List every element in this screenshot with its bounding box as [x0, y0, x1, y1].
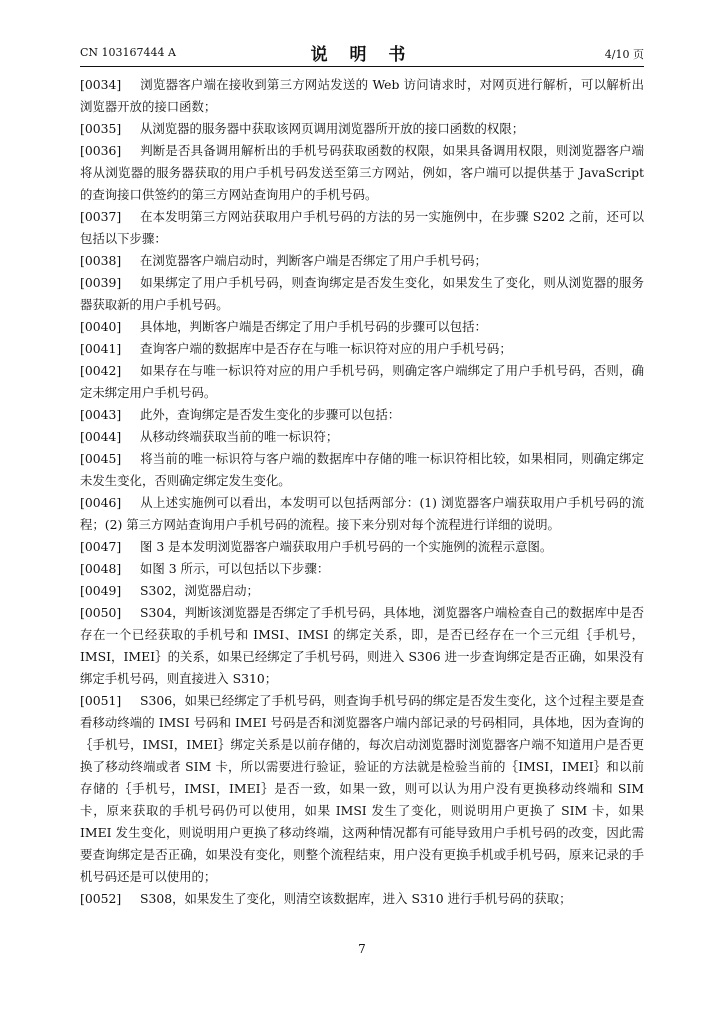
paragraph-number: [0051]: [80, 693, 122, 708]
paragraph-text: S302，浏览器启动；: [140, 583, 259, 598]
paragraph-number: [0044]: [80, 429, 122, 444]
paragraph-0038: [80, 250, 644, 272]
paragraph-number: [0046]: [80, 495, 122, 510]
paragraph-number: [0038]: [80, 253, 122, 268]
page-header: [80, 40, 644, 65]
paragraph-number: [0034]: [80, 77, 122, 92]
paragraph-text: 图 3 是本发明浏览器客户端获取用户手机号码的一个实施例的流程示意图。: [140, 539, 553, 554]
paragraph-number: [0049]: [80, 583, 122, 598]
paragraph-0044: [80, 426, 644, 448]
paragraph-text: 具体地，判断客户端是否绑定了用户手机号码的步骤可以包括：: [140, 319, 487, 334]
page-number: 7: [358, 942, 366, 956]
page-info: 4/10 页: [604, 48, 644, 61]
paragraph-0045: [80, 448, 644, 492]
header-rule: [80, 66, 644, 67]
paragraph-number: [0040]: [80, 319, 122, 334]
paragraph-0040: [80, 316, 644, 338]
paragraph-number: [0041]: [80, 341, 122, 356]
paragraph-0042: [80, 360, 644, 404]
paragraph-text: 如果绑定了用户手机号码，则查询绑定是否发生变化，如果发生了变化，则从浏览器的服务器获取新的用户手机号码。: [80, 275, 644, 312]
paragraph-text: 浏览器客户端在接收到第三方网站发送的 Web 访问请求时，对网页进行解析，可以解析出浏览器开放的接口函数；: [80, 77, 644, 114]
paragraph-0037: [80, 206, 644, 250]
paragraph-text: S308，如果发生了变化，则清空该数据库，进入 S310 进行手机号码的获取；: [140, 891, 572, 906]
paragraph-0036: [80, 140, 644, 206]
paragraph-text: 从移动终端获取当前的唯一标识符；: [140, 429, 339, 444]
paragraph-0048: [80, 558, 644, 580]
paragraph-number: [0039]: [80, 275, 122, 290]
paragraph-number: [0037]: [80, 209, 122, 224]
paragraph-0047: [80, 536, 644, 558]
paragraph-number: [0035]: [80, 121, 122, 136]
page-title: 说 明 书: [310, 45, 414, 65]
paragraph-text: 从浏览器的服务器中获取该网页调用浏览器所开放的接口函数的权限；: [140, 121, 525, 136]
paragraph-0046: [80, 492, 644, 536]
paragraph-number: [0050]: [80, 605, 122, 620]
paragraph-0052: [80, 888, 644, 910]
paragraph-number: [0036]: [80, 143, 122, 158]
paragraph-number: [0045]: [80, 451, 122, 466]
paragraph-text: 如图 3 所示，可以包括以下步骤：: [140, 561, 330, 576]
paragraph-text: 将当前的唯一标识符与客户端的数据库中存储的唯一标识符相比较，如果相同，则确定绑定未发生变化，否则确定绑定发生变化。: [80, 451, 644, 488]
paragraph-0043: [80, 404, 644, 426]
paragraph-0039: [80, 272, 644, 316]
paragraph-text: 在浏览器客户端启动时，判断客户端是否绑定了用户手机号码；: [140, 253, 487, 268]
paragraph-0041: [80, 338, 644, 360]
paragraph-0034: [80, 74, 644, 118]
paragraph-text: 如果存在与唯一标识符对应的用户手机号码，则确定客户端绑定了用户手机号码，否则，确定未绑定用户手机号码。: [80, 363, 644, 400]
paragraph-0049: [80, 580, 644, 602]
paragraph-text: S304，判断该浏览器是否绑定了手机号码，具体地，浏览器客户端检查自己的数据库中是否存在一个已经获取的手机号和 IMSI、IMSI 的绑定关系，即，是否已经存在一个三元组｛手机号，IMSI，IMEI｝的关系，如果已经绑定了手机号码，则进入 S306 进一步查询绑定是否正确，如果没有绑定手机号码，则直接进入 S310；: [80, 605, 644, 686]
paragraph-text: S306，如果已经绑定了手机号码，则查询手机号码的绑定是否发生变化，这个过程主要是查看移动终端的 IMSI 号码和 IMEI 号码是否和浏览器客户端内部记录的号码相同，具体地，因为查询的｛手机号，IMSI，IMEI｝绑定关系是以前存储的，每次启动浏览器时浏览器客户端不知道用户是否更换了移动终端或者 SIM 卡，所以需要进行验证，验证的方法就是检验当前的｛IMSI，IMEI｝和以前存储的｛手机号，IMSI，IMEI｝是否一致，如果一致，则可以认为用户没有更换移动终端和 SIM 卡，原来获取的手机号码仍可以使用，如果 IMSI 发生了变化，则说明用户更换了 SIM 卡，如果 IMEI 发生变化，则说明用户更换了移动终端，这两种情况都有可能导致用户手机号码的改变，因此需要查询绑定是否正确，如果没有变化，则整个流程结束，用户没有更换手机或手机号码，原来记录的手机号码还是可以使用的；: [80, 693, 644, 884]
paragraph-text: 从上述实施例可以看出，本发明可以包括两部分：(1) 浏览器客户端获取用户手机号码的流程；(2) 第三方网站查询用户手机号码的流程。接下来分别对每个流程进行详细的说明。: [80, 495, 644, 532]
paragraph-number: [0052]: [80, 891, 122, 906]
paragraph-0050: [80, 602, 644, 690]
paragraph-text: 在本发明第三方网站获取用户手机号码的方法的另一实施例中，在步骤 S202 之前，还可以包括以下步骤：: [80, 209, 644, 246]
paragraph-text: 判断是否具备调用解析出的手机号码获取函数的权限，如果具备调用权限，则浏览器客户端将从浏览器的服务器获取的用户手机号码发送至第三方网站，例如，客户端可以提供基于 JavaScript 的查询接口供签约的第三方网站查询用户的手机号码。: [80, 143, 644, 202]
paragraph-number: [0048]: [80, 561, 122, 576]
paragraph-0051: [80, 690, 644, 888]
patent-number: CN 103167444 A: [80, 46, 176, 59]
paragraph-text: 查询客户端的数据库中是否存在与唯一标识符对应的用户手机号码；: [140, 341, 512, 356]
document-body: [80, 74, 644, 910]
paragraph-0035: [80, 118, 644, 140]
paragraph-number: [0043]: [80, 407, 122, 422]
paragraph-text: 此外，查询绑定是否发生变化的步骤可以包括：: [140, 407, 401, 422]
paragraph-number: [0047]: [80, 539, 122, 554]
paragraph-number: [0042]: [80, 363, 122, 378]
